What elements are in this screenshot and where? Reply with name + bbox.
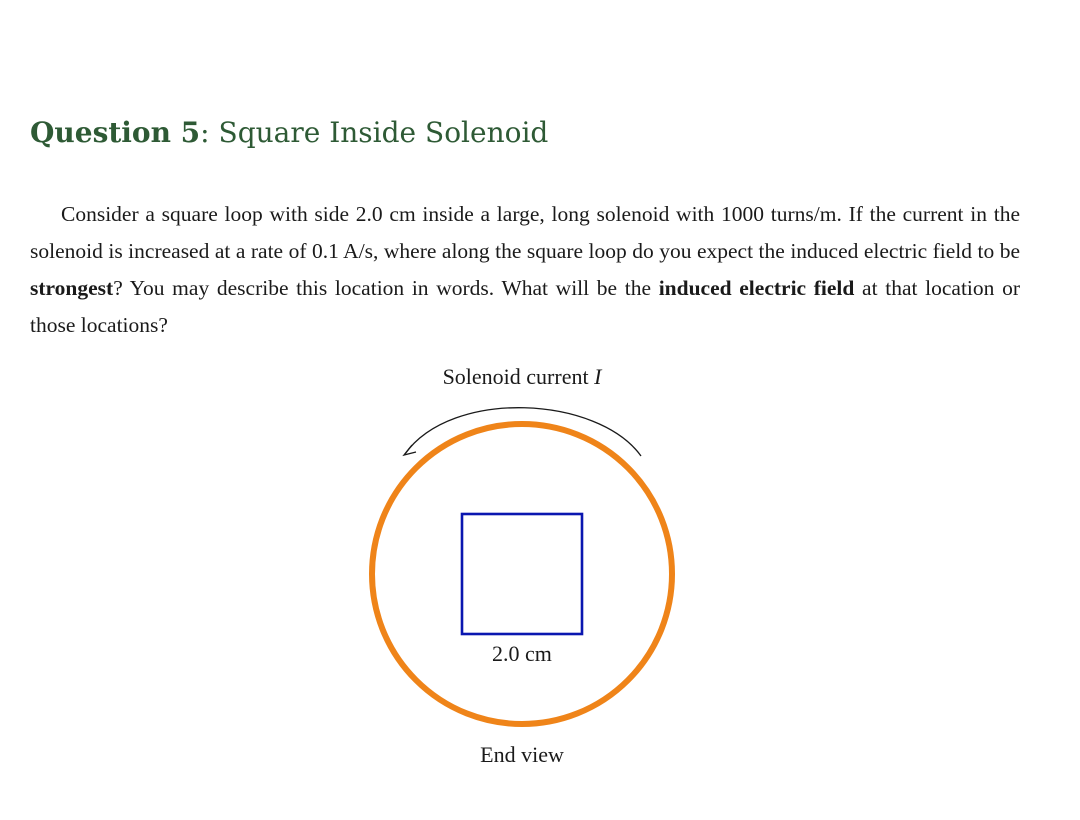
- question-separator: :: [200, 116, 219, 149]
- paragraph-text-1: Consider a square loop with side 2.0 cm inside a large, long solenoid with 1000 turns/m. If the current in the solenoid is increased at a rate of 0.1 A/s, where along the square loop do you expect the induced electric field to be: [30, 202, 1020, 263]
- paragraph-text-3: at that location or those locations?: [30, 276, 1020, 337]
- emphasis-strongest: strongest: [30, 276, 114, 300]
- question-label: Question 5: [30, 116, 201, 149]
- emphasis-induced-electric-field: induced electric field: [658, 276, 855, 300]
- end-view-caption: End view: [480, 742, 564, 767]
- solenoid-current-text: Solenoid current: [442, 364, 595, 389]
- current-arrowhead-icon: [404, 445, 416, 455]
- solenoid-current-caption: [0, 364, 1044, 390]
- question-title: Square Inside Solenoid: [218, 116, 549, 149]
- question-paragraph: [30, 196, 1020, 344]
- side-length-label: 2.0 cm: [492, 641, 552, 666]
- current-symbol: I: [594, 364, 602, 389]
- paragraph-text-2: ? You may describe this location in words. What will be the: [113, 276, 659, 300]
- question-heading: [30, 116, 548, 149]
- solenoid-circle: [372, 424, 672, 724]
- current-direction-arc: [405, 408, 641, 456]
- square-loop: [462, 514, 582, 634]
